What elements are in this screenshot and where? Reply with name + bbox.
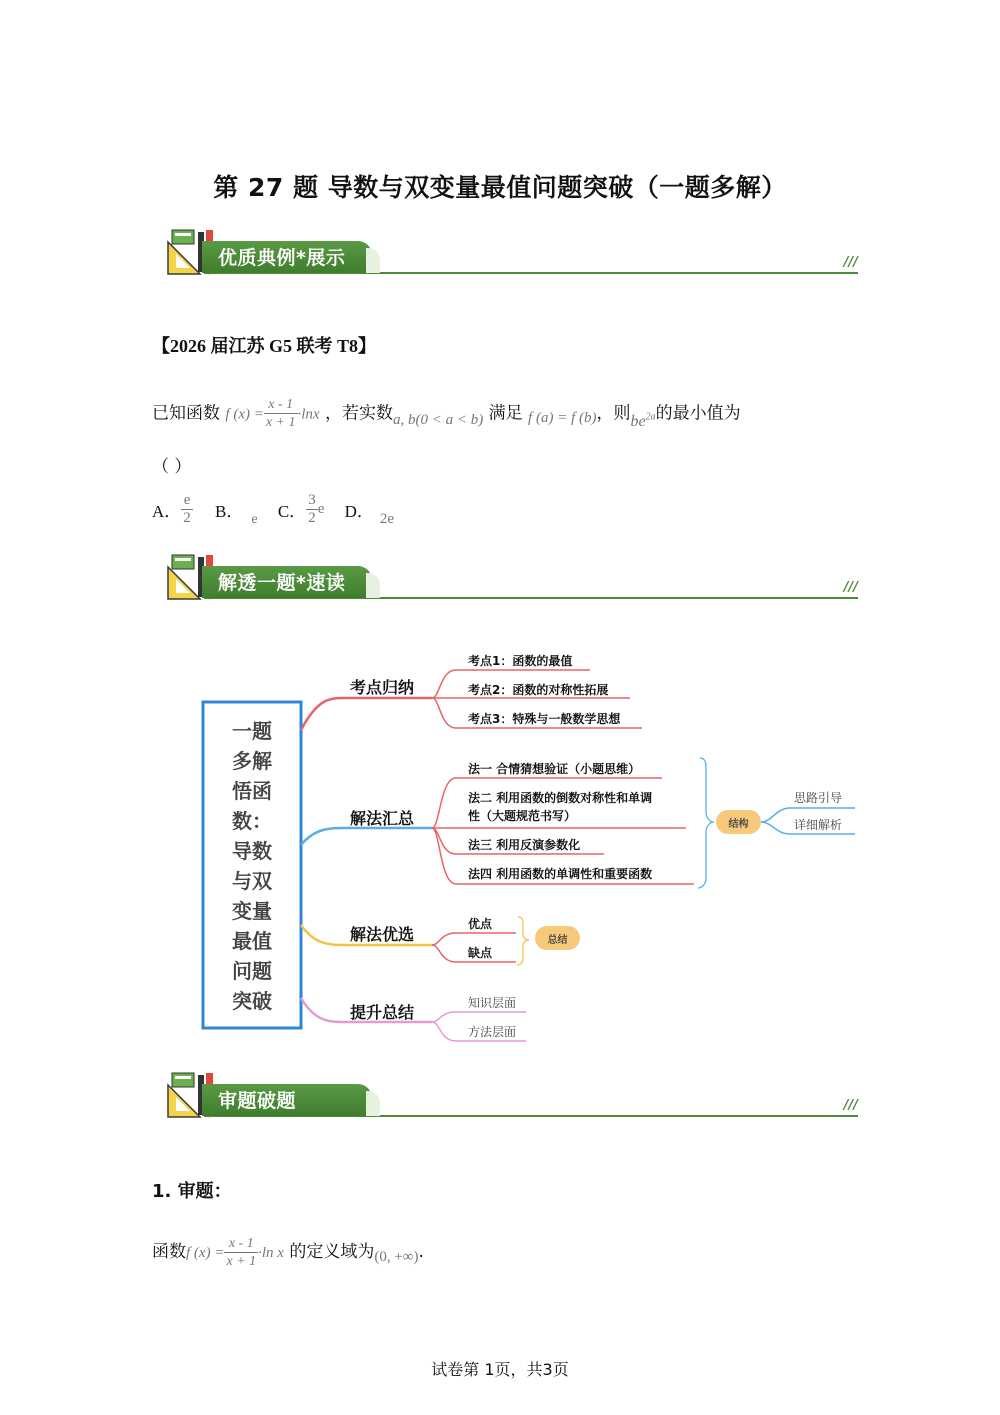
ln-part: ·lnx bbox=[297, 406, 320, 423]
fa-fb-condition: f (a) = f (b) bbox=[528, 410, 597, 427]
function-expression: f (x) = bbox=[225, 406, 264, 423]
answer-parens: （ ） bbox=[152, 457, 192, 477]
banner-slashes: /// bbox=[843, 255, 858, 270]
branch-jiefa: 解法汇总 bbox=[350, 809, 415, 828]
banner-label: 审题破题 bbox=[218, 1090, 297, 1112]
be-expression: $be^{2a}$ bbox=[630, 412, 656, 431]
leaf-kaodian-2: 考点2：函数的对称性拓展 bbox=[468, 683, 609, 697]
shenti-text bbox=[152, 1228, 424, 1277]
leaf-fa-3: 法三 利用反演参数化 bbox=[468, 838, 581, 852]
jiegou-label: 结构 bbox=[728, 819, 749, 830]
shenti-end: . bbox=[418, 1242, 424, 1262]
zongjie-label: 总结 bbox=[547, 935, 568, 946]
question-mid1: ，若实数 bbox=[325, 403, 393, 424]
option-c[interactable]: C． $\frac{3}{2}$ e bbox=[277, 492, 325, 526]
banner-slashes: /// bbox=[843, 1098, 858, 1113]
question-mid2: 满足 bbox=[488, 403, 523, 424]
question-source: 【2026 届江苏 G5 联考 T8】 bbox=[152, 336, 377, 356]
section-banner-shenti bbox=[164, 1071, 858, 1121]
page-footer: 试卷第 1页，共3页 bbox=[431, 1360, 569, 1379]
leaf-fa-1: 法一 合情猜想验证（小题思维） bbox=[468, 762, 641, 776]
ab-condition: a, b(0 < a < b) bbox=[393, 412, 484, 429]
leaf-quedian: 缺点 bbox=[468, 946, 493, 960]
shenti-prefix: 函数 bbox=[152, 1242, 186, 1262]
question-prefix: 已知函数 bbox=[152, 403, 220, 424]
leaf-fa-2b: 性（大题规范书写） bbox=[468, 809, 577, 823]
shenti-function: f (x) = bbox=[186, 1245, 225, 1261]
leaf-fa-2a: 法二 利用函数的倒数对称性和单调 bbox=[468, 791, 653, 805]
leaf-zhishi: 知识层面 bbox=[468, 996, 517, 1010]
option-a[interactable]: A． $\frac{e}{2}$ bbox=[152, 492, 191, 526]
leaf-xiangxi: 详细解析 bbox=[794, 818, 843, 832]
leaf-youdian: 优点 bbox=[468, 917, 493, 931]
branch-youxuan: 解法优选 bbox=[350, 925, 415, 944]
banner-label: 优质典例*展示 bbox=[218, 247, 346, 269]
shenti-heading: 1. 审题： bbox=[152, 1181, 232, 1202]
banner-label: 解透一题*速读 bbox=[218, 572, 346, 594]
mindmap-root-text: 一题 多解 悟函 数： 导数 与双 变量 最值 问题 突破 bbox=[232, 719, 272, 1013]
leaf-silu: 思路引导 bbox=[794, 791, 843, 805]
leaf-kaodian-3: 考点3：特殊与一般数学思想 bbox=[468, 712, 621, 726]
option-b[interactable]: B． $_e$ bbox=[215, 502, 258, 528]
page-title: 第 27 题 导数与双变量最值问题突破（一题多解） bbox=[213, 173, 787, 202]
function-fraction: $\frac{x - 1}{x + 1}$ bbox=[265, 396, 296, 430]
shenti-fraction: $\frac{x - 1}{x + 1}$ bbox=[226, 1235, 257, 1269]
leaf-fangfa: 方法层面 bbox=[468, 1025, 517, 1039]
banner-slashes: /// bbox=[843, 580, 858, 595]
shenti-mid: 的定义域为 bbox=[289, 1242, 375, 1262]
branch-kaodian: 考点归纳 bbox=[350, 678, 415, 697]
leaf-kaodian-1: 考点1：函数的最值 bbox=[468, 654, 573, 668]
branch-tisheng: 提升总结 bbox=[350, 1003, 415, 1022]
shenti-ln: ·ln x bbox=[258, 1245, 284, 1261]
question-suffix: 的最小值为 bbox=[655, 403, 741, 424]
domain-value: (0, +∞) bbox=[374, 1249, 419, 1265]
option-d[interactable]: D． 2e bbox=[344, 502, 395, 528]
leaf-fa-4: 法四 利用函数的单调性和重要函数 bbox=[468, 867, 653, 881]
question-mid3: ，则 bbox=[596, 403, 631, 424]
